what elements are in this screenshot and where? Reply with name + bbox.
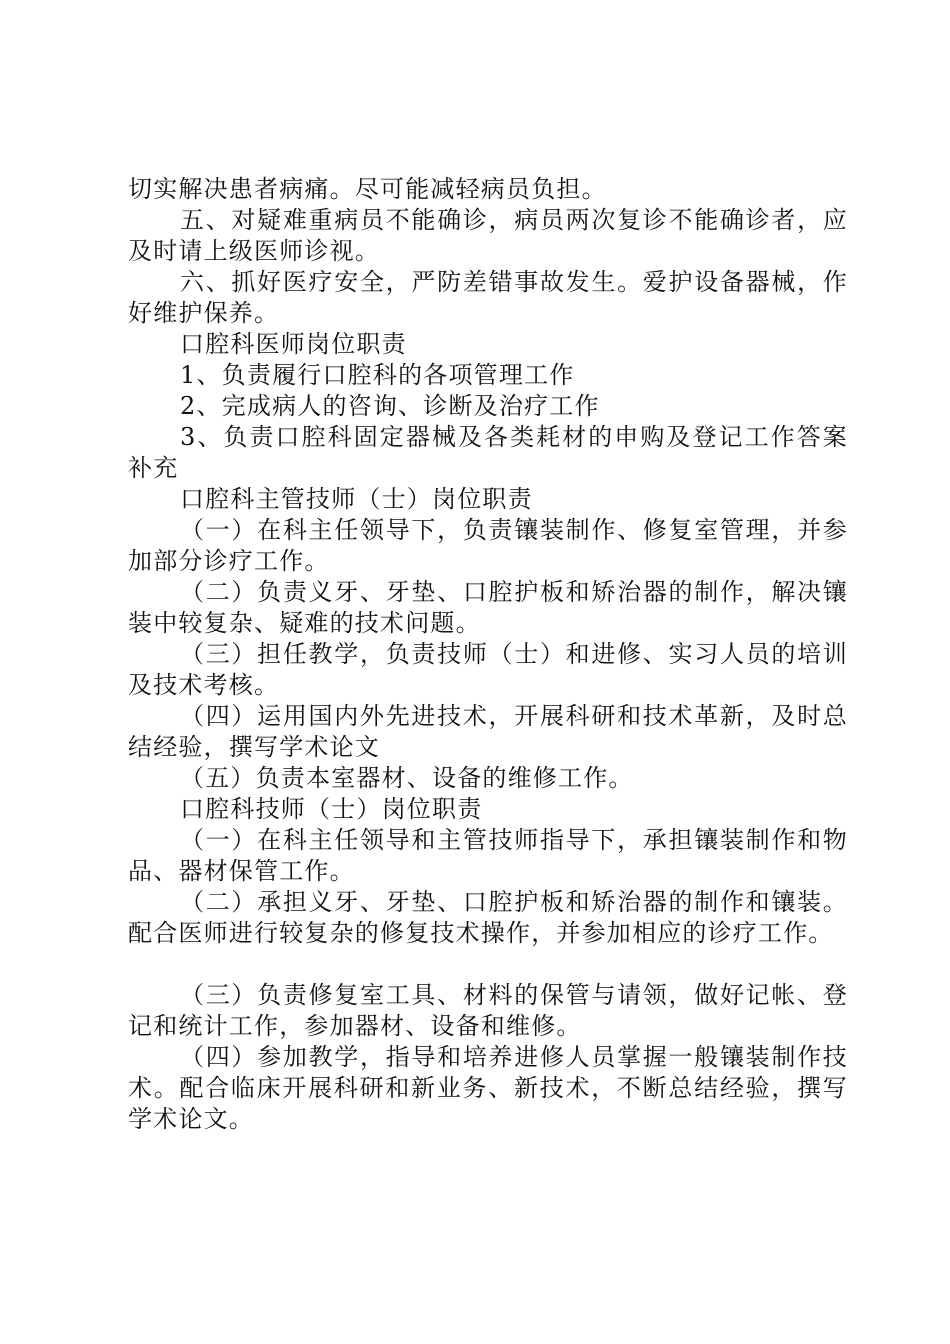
section-heading: 口腔科主管技师（士）岗位职责 (180, 485, 533, 513)
body-paragraph: （四）参加教学，指导和培养进修人员掌握一般镶装制作技术。配合临床开展科研和新业务、新技术，不断总结经验，撰写学术论文。 (128, 1043, 848, 1133)
body-paragraph: （五）负责本室器材、设备的维修工作。 (180, 764, 634, 792)
paragraph-gap (128, 949, 848, 980)
body-paragraph: 五、对疑难重病员不能确诊，病员两次复诊不能确诊者，应及时请上级医师诊视。 (128, 206, 848, 265)
body-paragraph: （一）在科主任领导下，负责镶装制作、修复室管理，并参加部分诊疗工作。 (128, 516, 848, 575)
body-paragraph: 3、负责口腔科固定器械及各类耗材的申购及登记工作答案补充 (128, 423, 848, 482)
body-paragraph: （二）负责义牙、牙垫、口腔护板和矫治器的制作，解决镶装中较复杂、疑难的技术问题。 (128, 578, 848, 637)
body-paragraph: （一）在科主任领导和主管技师指导下，承担镶装制作和物品、器材保管工作。 (128, 826, 848, 885)
body-paragraph: 1、负责履行口腔科的各项管理工作 (180, 361, 575, 389)
body-paragraph: 2、完成病人的咨询、诊断及治疗工作 (180, 392, 600, 420)
body-paragraph: （二）承担义牙、牙垫、口腔护板和矫治器的制作和镶装。配合医师进行较复杂的修复技术操作，并参加相应的诊疗工作。 (128, 888, 848, 947)
section-heading: 口腔科技师（士）岗位职责 (180, 795, 483, 823)
body-paragraph: 六、抓好医疗安全，严防差错事故发生。爱护设备器械，作好维护保养。 (128, 268, 848, 327)
body-paragraph: （三）负责修复室工具、材料的保管与请领，做好记帐、登记和统计工作，参加器材、设备和维修。 (128, 981, 848, 1040)
body-paragraph: （四）运用国内外先进技术，开展科研和技术革新，及时总结经验，撰写学术论文 (128, 702, 848, 761)
section-heading: 口腔科医师岗位职责 (180, 330, 407, 358)
body-paragraph: 切实解决患者病痛。尽可能减轻病员负担。 (128, 175, 607, 203)
document-page (128, 174, 848, 1135)
body-paragraph: （三）担任教学，负责技师（士）和进修、实习人员的培训及技术考核。 (128, 640, 848, 699)
